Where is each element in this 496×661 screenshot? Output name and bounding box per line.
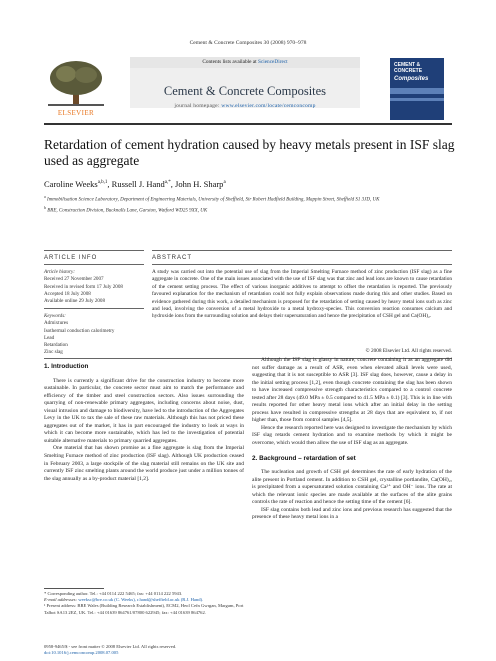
article-info-heading: ARTICLE INFO bbox=[44, 255, 98, 261]
footnotes bbox=[44, 591, 244, 616]
left-column bbox=[44, 363, 244, 483]
journal-homepage bbox=[130, 103, 360, 109]
paragraph: There is currently a significant drive for the construction industry to become more sustainable. In particular, the concrete sector must aim to match the performance and efficiency of the timber and steel construction sectors. Also issues surrounding the quarrying of non-renewable primary aggregates, including concerns about noise, dust, visual intrusion and damage to biodiversity, have led to the introduction of the Aggregates Levy in the UK to tax the sale of these raw materials. Although this has not priced these aggregates out of the market, it has in part encouraged the industry to look at ways in which it can become more sustainable, which has led to the investigation of potential suitable alternative materials to primary quarried aggregates. bbox=[44, 377, 244, 444]
present-address-note: ¹ Present address: BRE Wales (Building Research Establishment), ECM2, Heol Cefn Gwrgan, Margam, Port Talbot SA13 2EZ, UK. Tel.: +44 01639 864761/07800 622945; fax: +44 01639 864762. bbox=[44, 603, 244, 615]
journal-reference: Cement & Concrete Composites 30 (2008) 970–978 bbox=[189, 40, 307, 46]
issn-line: 0958-9465/$ - see front matter © 2008 Elsevier Ltd. All rights reserved. bbox=[44, 644, 177, 649]
cover-title: CEMENT & CONCRETE bbox=[394, 62, 423, 74]
journal-title: Cement & Concrete Composites bbox=[163, 84, 327, 98]
section-heading-background: 2. Background – retardation of set bbox=[252, 454, 356, 462]
email-links[interactable]: weeksc@bre.co.uk (C. Weeks), r.hand@sheffield.ac.uk (R.J. Hand). bbox=[78, 597, 204, 603]
abstract-text: A study was carried out into the potential use of slag from the Imperial Smelting Furnace method of zinc production (ISF slag) as a fine aggregate in concrete. One of the main issues associated with the use of ISF slag was that zinc and lead ions are known to cause retardation of the cement setting process. The effect of various inorganic additives to attempt to offset the retardation is reported. The previously favoured explanation for the mechanism of retardation could not fully explain observations made during this and other studies. Based on evidence gathered during this work, a detailed mechanism is proposed for the retardation of setting caused by heavy metal ions such as zinc and lead, involving the conversion of a metal hydroxide to a metal hydroxy-species. This conversion reaction consumes calcium and hydroxide ions from the surrounding solution and delays their supersaturation and hence the precipitation of CSH gel and Ca(OH)₂. bbox=[152, 269, 452, 320]
paragraph: ISF slag contains both lead and zinc ions and previous research has suggested that the presence of these heavy metal ions in a bbox=[252, 506, 452, 521]
elsevier-tree-logo bbox=[44, 58, 108, 108]
header-divider bbox=[44, 123, 452, 125]
author-name[interactable]: John H. Sharp bbox=[175, 179, 224, 189]
abstract-rule-lower bbox=[152, 264, 452, 265]
affiliation-b: $^b$ BRE, Construction Division, Bucknalls Lane, Garston, Watford WD25 9XX, UK bbox=[44, 204, 208, 214]
affiliation-a: $^a$ Immobilisation Science Laboratory, Department of Engineering Materials, University of Sheffield, Sir Robert Hadfield Building, Mappin Street, Sheffield S1 3JD, UK bbox=[44, 194, 380, 203]
journal-cover-thumbnail bbox=[390, 58, 444, 120]
doi-link[interactable]: doi:10.1016/j.cemconcomp.2008.07.005 bbox=[44, 650, 119, 656]
homepage-link[interactable]: www.elsevier.com/locate/cemconcomp bbox=[221, 103, 316, 109]
email-note: E-mail addresses: weeksc@bre.co.uk (C. Weeks), r.hand@sheffield.ac.uk (R.J. Hand). bbox=[44, 597, 204, 603]
revised-date: Received in revised form 17 July 2008 bbox=[44, 283, 123, 290]
received-date: Received 27 November 2007 bbox=[44, 276, 104, 283]
homepage-label: journal homepage: bbox=[174, 103, 222, 109]
keywords-block bbox=[44, 313, 144, 357]
section-heading-introduction: 1. Introduction bbox=[44, 363, 89, 370]
publication-identifiers bbox=[44, 644, 344, 656]
author-list: Caroline Weeks$^{a,b,1}$, Russell J. Hand$^{a,*}$, John H. Sharp$^a$ bbox=[44, 179, 226, 189]
abstract-heading: ABSTRACT bbox=[152, 255, 193, 261]
paragraph: The nucleation and growth of CSH gel determines the rate of early hydration of the alite present in Portland cement. In addition to CSH gel, crystalline portlandite, Ca(OH)₂, is precipitated from a supersaturated solution containing Ca²⁺ and OH⁻ ions. The rate at which the relevant ionic species are made available at the surfaces of the alite grains controls the rate of reaction and hence the setting time of the cement [6]. bbox=[252, 469, 452, 506]
publisher-name: ELSEVIER bbox=[57, 109, 95, 117]
keyword: Admixtures bbox=[44, 320, 69, 327]
author-affiliation-mark: a bbox=[223, 180, 226, 186]
sciencedirect-link[interactable]: ScienceDirect bbox=[257, 59, 288, 65]
keyword: Isothermal conduction calorimetry bbox=[44, 327, 115, 334]
paragraph: One material that has shown promise as a fine aggregate is slag from the Imperial Smelting Furnace method of zinc production (ISF slag). Although UK production ceased in February 2003, a large stockpile of the slag material still remains on the UK site and currently ISF zinc smelting plants around the world produce just under a million tonnes of the slag annually as a by-product material [1,2]. bbox=[44, 445, 244, 482]
keyword: Zinc slag bbox=[44, 349, 63, 356]
cover-subtitle: Composites bbox=[394, 76, 429, 82]
abstract-rule bbox=[152, 250, 452, 251]
keyword: Retardation bbox=[44, 342, 68, 349]
contents-availability bbox=[130, 57, 360, 68]
cover-stripe bbox=[390, 88, 444, 94]
keyword: Lead bbox=[44, 334, 55, 341]
right-column bbox=[252, 357, 452, 522]
abstract-copyright: © 2008 Elsevier Ltd. All rights reserved. bbox=[365, 348, 452, 354]
author-name[interactable]: Russell J. Hand bbox=[111, 179, 165, 189]
contents-prefix: Contents lists available at bbox=[202, 59, 258, 65]
keywords-rule bbox=[44, 308, 144, 309]
author-name[interactable]: Caroline Weeks bbox=[44, 179, 98, 189]
keywords-label: Keywords: bbox=[44, 313, 66, 319]
author-affiliation-mark: a,b,1 bbox=[97, 180, 108, 186]
article-info-rule bbox=[44, 250, 144, 251]
footnote-rule bbox=[44, 588, 104, 589]
history-label: Article history: bbox=[44, 269, 75, 275]
paragraph: Hence the research reported here was designed to investigate the mechanism by which ISF slag retards cement hydration and to examine methods by which it might be overcome, which would then allow the use of ISF slag as an aggregate. bbox=[252, 424, 452, 447]
article-info-rule-lower bbox=[44, 264, 144, 265]
accepted-date: Accepted 18 July 2008 bbox=[44, 290, 91, 297]
corresponding-author-note: * Corresponding author. Tel.: +44 0114 222 5465; fax: +44 0114 222 5943. bbox=[44, 591, 183, 596]
online-date: Available online 29 July 2008 bbox=[44, 298, 106, 305]
paragraph: Although the ISF slag is glassy in nature, concrete containing it as an aggregate did not suffer damage as a result of ASR, even when elevated alkali levels were used, suggesting that it is not susceptible to ASR [3]. ISF slag does, however, cause a delay in the initial setting process [1,2], even though concrete containing the slag has been shown to have increased compressive strength characteristics compared to a control concrete tested after 28 days (49.0 MPa ± 0.5 compared to 41.5 MPa ± 0.1) [3]. This is in line with results reported for other heavy metal ions which after an initial delay in the setting process have resulted in compressive strengths at 28 days that are equivalent to, if not higher than, those from control samples [4,5]. bbox=[252, 357, 452, 424]
author-affiliation-mark: a,* bbox=[164, 180, 171, 186]
article-title: Retardation of cement hydration caused by heavy metals present in ISF slag used as aggregate bbox=[44, 137, 455, 168]
article-history bbox=[44, 269, 144, 305]
cover-stripe-thin bbox=[390, 98, 444, 101]
affiliations bbox=[44, 193, 464, 214]
